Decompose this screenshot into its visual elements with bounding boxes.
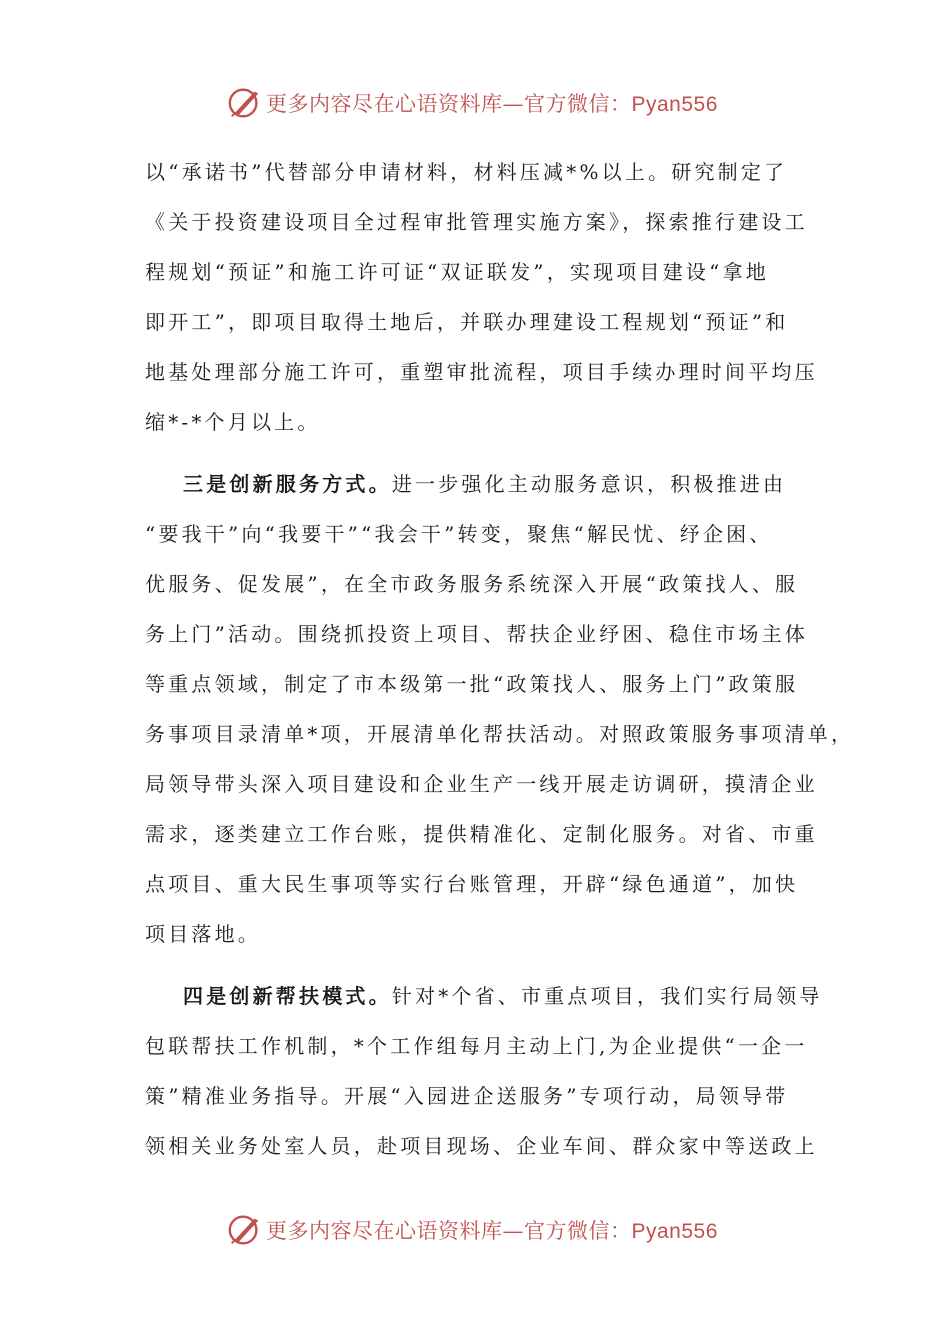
text-line: 需求，逐类建立工作台账，提供精准化、定制化服务。对省、市重 [145,822,818,846]
text-line: 包联帮扶工作机制，*个工作组每月主动上门,为企业提供“一企一 [145,1034,808,1058]
text-line: 以“承诺书”代替部分申请材料，材料压减*%以上。研究制定了 [145,160,788,184]
paragraph-heading: 三是创新服务方式。 [183,472,392,496]
text-line: “要我干”向“我要干”“我会干”转变，聚焦“解民忧、纾企困、 [145,522,773,546]
text-line: 程规划“预证”和施工许可证“双证联发”，实现项目建设“拿地 [145,260,769,284]
footer-watermark-banner [0,1211,950,1251]
text-line: 缩*-*个月以上。 [145,410,321,434]
wechat-account: Pyan556 [631,1220,718,1243]
text-line: 等重点领域，制定了市本级第一批“政策找人、服务上门”政策服 [145,672,799,696]
paragraph-first-line [145,459,805,509]
quill-pen-logo-icon [226,84,264,122]
document-body [145,147,855,1171]
text-line: 即开工”，即项目取得土地后，并联办理建设工程规划“预证”和 [145,310,789,334]
text-line: 领相关业务处室人员，赴项目现场、企业车间、群众家中等送政上 [145,1134,818,1158]
text-line: 局领导带头深入项目建设和企业生产一线开展走访调研，摸清企业 [145,772,818,796]
text-line: 点项目、重大民生事项等实行台账管理，开辟“绿色通道”，加快 [145,872,799,896]
paragraph-heading: 四是创新帮扶模式。 [183,984,392,1008]
text-line: 优服务、促发展”，在全市政务服务系统深入开展“政策找人、服 [145,572,799,596]
paragraph-2 [145,459,855,959]
paragraph-first-line [145,971,823,1021]
text-line: 务上门”活动。围绕抓投资上项目、帮扶企业纾困、稳住市场主体 [145,622,809,646]
header-watermark-banner [0,84,950,124]
text-run: 针对*个省、市重点项目，我们实行局领导 [391,984,823,1008]
text-line: 策”精准业务指导。开展“入园进企送服务”专项行动，局领导带 [145,1084,789,1108]
quill-pen-logo-icon [226,1211,264,1249]
watermark-text: 更多内容尽在心语资料库—官方微信：Pyan556 [266,92,718,116]
text-run: 进一步强化主动服务意识，积极推进由 [391,472,787,496]
text-line: 务事项目录清单*项，开展清单化帮扶活动。对照政策服务事项清单， [145,722,855,746]
wechat-account: Pyan556 [631,93,718,116]
text-line: 《关于投资建设项目全过程审批管理实施方案》，探索推行建设工 [145,210,808,234]
watermark-text: 更多内容尽在心语资料库—官方微信：Pyan556 [266,1219,718,1243]
paragraph-1 [145,147,818,447]
text-line: 项目落地。 [145,922,261,946]
text-line: 地基处理部分施工许可，重塑审批流程，项目手续办理时间平均压 [145,360,818,384]
paragraph-3 [145,971,823,1171]
